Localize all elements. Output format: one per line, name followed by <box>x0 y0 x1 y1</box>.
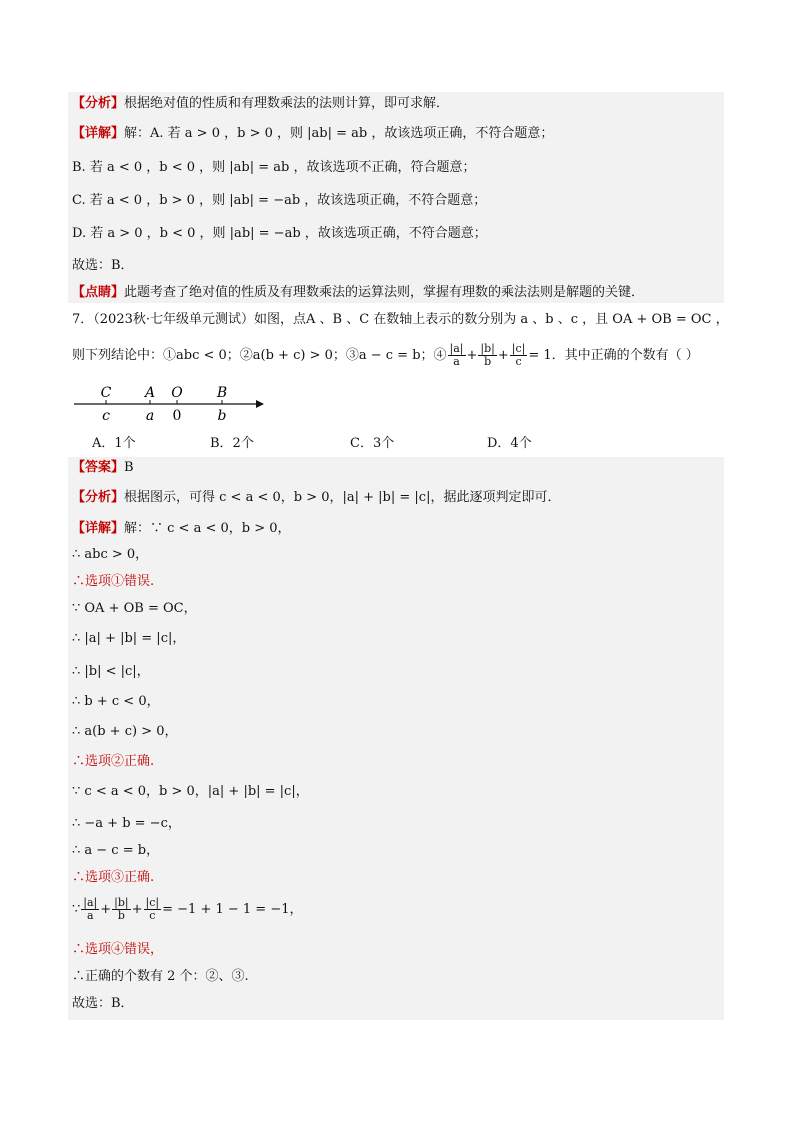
step-8: ∴ a(b + c) > 0， <box>72 724 178 739</box>
step-7: ∴ b + c < 0， <box>72 694 160 709</box>
analysis-tag: 【分析】 <box>72 96 125 111</box>
point-label-o: O <box>171 385 183 401</box>
analysis-7-tag: 【分析】 <box>72 490 125 505</box>
step-14-fraction-b <box>112 897 130 922</box>
question-7-stem-2: 则下列结论中：①abc < 0；②a(b + c) > 0；③a − c = b；④ $\frac{|a|}{a}$ + $\frac{|b|}{b}$ + $\frac{|c|}{c}$ = 1．其中正确的个数有（ ） <box>72 342 699 368</box>
step-12: ∴ a − c = b， <box>72 843 160 858</box>
detail-tag: 【详解】 <box>72 126 125 141</box>
step-14-suffix: = −1 + 1 − 1 = −1， <box>162 902 303 917</box>
step-9: ∴选项②正确. <box>72 754 155 769</box>
step-6: ∴ |b| < |c|， <box>72 664 150 679</box>
number-line-arrow-icon <box>256 400 264 408</box>
detail-line-b: B. 若 a < 0 ，b < 0 ，则 |ab| = ab ，故该选项不正确，符合题意； <box>72 160 476 175</box>
point-label-c: C <box>100 385 112 401</box>
analysis-text: 根据绝对值的性质和有理数乘法的法则计算，即可求解． <box>124 96 450 111</box>
step-14-fraction-a-den: a <box>86 909 94 922</box>
step-14-fraction-c-den: c <box>149 909 156 922</box>
value-label-c: c <box>102 408 110 424</box>
value-label-o: 0 <box>172 408 182 424</box>
step-14-fraction-b-num: |b| <box>114 896 129 909</box>
fraction-c-den: c <box>515 355 522 368</box>
comment-tag: 【点睛】 <box>72 285 125 300</box>
analysis-7-line <box>72 490 560 506</box>
step-14-prefix: ∵ <box>72 902 81 917</box>
step-13: ∴选项③正确. <box>72 870 155 885</box>
option-b: B．2个 <box>210 436 254 451</box>
value-label-a: a <box>145 408 155 424</box>
step-2: ∴ abc > 0， <box>72 547 149 562</box>
fraction-b <box>478 343 496 368</box>
fraction-b-num: |b| <box>480 342 495 355</box>
step-17: 故选：B． <box>72 996 134 1011</box>
answer-value: B <box>124 460 134 475</box>
analysis-line <box>72 96 449 112</box>
detail-line-a <box>72 126 553 142</box>
comment-line <box>72 285 644 301</box>
point-label-b: B <box>216 385 228 401</box>
fraction-b-den: b <box>484 355 492 368</box>
step-3: ∴选项①错误. <box>72 574 155 589</box>
stem-2-prefix: 则下列结论中：①abc < 0；②a(b + c) > 0；③a − c = b；④ <box>72 348 447 363</box>
step-10: ∵ c < a < 0，b > 0，|a| + |b| = |c|， <box>72 784 309 799</box>
choice-line: 故选：B． <box>72 258 134 273</box>
step-14-fraction-a <box>81 897 99 922</box>
detail-7-tag: 【详解】 <box>72 521 125 536</box>
step-4: ∵ OA + OB = OC， <box>72 601 197 616</box>
fraction-a-den: a <box>453 355 460 368</box>
step-5: ∴ |a| + |b| = |c|， <box>72 631 186 646</box>
option-c: C．3个 <box>350 436 395 451</box>
step-11: ∴ −a + b = −c， <box>72 816 181 831</box>
fraction-a <box>448 343 466 368</box>
point-label-a: A <box>144 385 156 401</box>
step-14-fraction-c <box>144 897 162 922</box>
step-14: ∵ $\frac{|a|}{a}$ + $\frac{|b|}{b}$ + $\frac{|c|}{c}$ = −1 + 1 − 1 = −1， <box>72 896 303 922</box>
fraction-a-num: |a| <box>449 342 464 355</box>
step-14-fraction-b-den: b <box>117 909 125 922</box>
step-14-fraction-c-num: |c| <box>145 896 160 909</box>
option-d: D．4个 <box>487 436 532 451</box>
detail-line-d: D. 若 a > 0 ，b < 0 ，则 |ab| = −ab ，故该选项正确，不符合题意； <box>72 226 487 241</box>
analysis-7-text: 根据图示，可得 c < a < 0，b > 0，|a| + |b| = |c|，据此逐项判定即可． <box>124 490 561 505</box>
value-label-b: b <box>217 408 227 424</box>
answer-line <box>72 460 134 476</box>
detail-line-c: C. 若 a < 0 ，b > 0 ，则 |ab| = −ab ，故该选项正确，不符合题意； <box>72 193 487 208</box>
step-15: ∴选项④错误， <box>72 942 164 957</box>
answer-tag: 【答案】 <box>72 460 125 475</box>
option-a: A．1个 <box>92 436 136 451</box>
step-16: ∴正确的个数有 2 个：②、③. <box>72 969 249 984</box>
detail-7-line <box>72 521 291 537</box>
fraction-c-num: |c| <box>511 342 526 355</box>
fraction-c <box>510 343 528 368</box>
number-line-figure <box>70 382 270 424</box>
stem-2-suffix: = 1．其中正确的个数有（ ） <box>528 348 699 363</box>
question-7-stem-1: 7．（2023秋·七年级单元测试）如图，点A 、B 、C 在数轴上表示的数分别为 a 、b 、c ，且 OA + OB = OC ， <box>72 312 729 327</box>
step-1: 解：∵ c < a < 0，b > 0， <box>124 521 291 536</box>
comment-text: 此题考查了绝对值的性质及有理数乘法的运算法则，掌握有理数的乘法法则是解题的关键． <box>124 285 645 300</box>
step-14-fraction-a-num: |a| <box>83 896 98 909</box>
detail-a-text: 解：A. 若 a > 0 ，b > 0 ，则 |ab| = ab ，故该选项正确，不符合题意； <box>124 126 554 141</box>
